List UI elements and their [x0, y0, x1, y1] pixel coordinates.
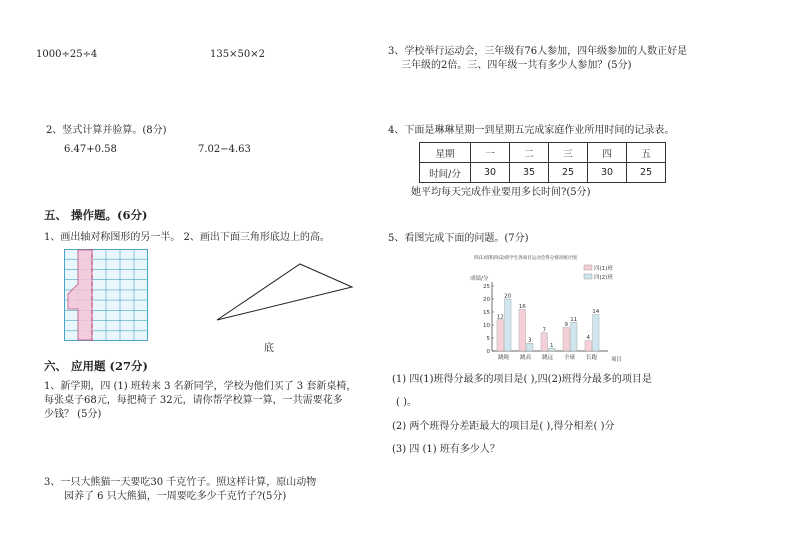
table-cell: 35: [510, 163, 549, 183]
table-cell: 时间/分: [420, 163, 471, 183]
s6-q3-line2: 园养了 6 只大熊猫，一周要吃多少千克竹子?(5分): [64, 491, 287, 502]
bar: [497, 320, 504, 351]
table-cell: 30: [588, 163, 627, 183]
r-q3-line1: 3、学校举行运动会，三年级有76人参加，四年级参加的人数正好是: [388, 46, 688, 57]
category-label: 跳绳: [497, 355, 510, 361]
bar: [585, 341, 592, 351]
bar-value-label: 1: [550, 342, 554, 349]
bar-value-label: 16: [518, 303, 526, 310]
table-row: [420, 163, 666, 183]
triangle-figure: [210, 262, 360, 328]
legend-label: 四(2)班: [594, 275, 613, 281]
table-cell: 四: [588, 143, 627, 163]
category-label: 跳远: [541, 355, 554, 361]
category-label: 跳高: [519, 355, 532, 361]
section6-title: 六、 应用题 (27分): [44, 359, 148, 373]
table-cell: 五: [627, 143, 666, 163]
table-cell: 30: [471, 163, 510, 183]
table-cell: 二: [510, 143, 549, 163]
chart-title: 四(1)班和四(2)班学生各项目运动会得分情况统计图: [474, 256, 577, 261]
s6-q1-line3: 少钱？ (5分): [44, 409, 102, 420]
section5-instruction: 1、画出轴对称图形的另一半。 2、画出下面三角形底边上的高。: [44, 232, 330, 243]
chart-legend: [584, 264, 613, 281]
y-tick-label: 0: [486, 349, 490, 355]
s6-q1-line1: 1、新学期，四 (1) 班转来 3 名新同学，学校为他们买了 3 套新桌椅，: [44, 381, 357, 392]
legend-swatch: [584, 265, 592, 270]
bar-value-label: 9: [564, 322, 568, 329]
bar: [505, 299, 512, 351]
s6-q3-line1: 3、一只大熊猫一天要吃30 千克竹子。照这样计算，原山动物: [44, 477, 317, 488]
calc-item-2: 135×50×2: [210, 49, 265, 60]
category-label: 长跑: [585, 355, 598, 361]
chart-bars: [497, 294, 600, 352]
bar-value-label: 3: [528, 337, 532, 344]
q5-sub3: (3) 四 (1) 班有多少人？: [392, 444, 500, 455]
q4-title: 4、下面是琳琳星期一到星期五完成家庭作业所用时间的记录表。: [388, 125, 675, 136]
triangle-base-label: 底: [264, 343, 274, 354]
bar-value-label: 11: [570, 316, 578, 323]
chart-ylabel: 成绩/分: [470, 276, 489, 282]
y-tick-label: 5: [486, 336, 490, 342]
table-cell: 星期: [420, 143, 471, 163]
bar: [563, 328, 570, 351]
q5-sub1-line1: (1) 四(1)班得分最多的项目是( ),四(2)班得分最多的项目是: [392, 374, 652, 385]
table-cell: 25: [627, 163, 666, 183]
table-cell: 一: [471, 143, 510, 163]
bar: [593, 315, 600, 351]
bar-value-label: 14: [592, 309, 600, 316]
symmetry-grid: [64, 249, 148, 341]
bar-value-label: 12: [496, 314, 504, 321]
bar: [571, 322, 578, 351]
chart-xlabel: 项目: [611, 357, 623, 363]
homework-time-table: [419, 142, 666, 183]
bar: [527, 343, 534, 351]
y-tick-label: 25: [483, 284, 490, 290]
q2-title: 2、竖式计算并验算。(8分): [46, 125, 167, 136]
q2-item-1: 6.47+0.58: [64, 144, 117, 155]
category-label: 全球: [563, 355, 576, 361]
y-tick-label: 15: [483, 310, 490, 316]
q4-question: 她平均每天完成作业要用多长时间?(5分): [411, 187, 591, 198]
y-tick-label: 20: [483, 297, 490, 303]
q5-sub2: (2) 两个班得分差距最大的项目是( ),得分相差( )分: [392, 421, 615, 432]
q2-item-2: 7.02−4.63: [198, 144, 251, 155]
y-tick-label: 10: [483, 323, 490, 329]
legend-swatch: [584, 274, 592, 279]
r-q3-line2: 三年级的2倍。三、四年级一共有多少人参加？(5分): [401, 60, 632, 71]
bar: [519, 309, 526, 351]
bar-value-label: 7: [542, 327, 546, 334]
table-cell: 三: [549, 143, 588, 163]
bar-value-label: 4: [586, 335, 590, 342]
legend-label: 四(1)班: [594, 266, 613, 272]
table-row: [420, 143, 666, 163]
bar-value-label: 20: [504, 293, 512, 300]
triangle: [217, 264, 352, 320]
calc-item-1: 1000÷25÷4: [36, 49, 98, 60]
section5-title: 五、 操作题。(6分): [44, 208, 148, 222]
table-cell: 25: [549, 163, 588, 183]
score-bar-chart: [466, 250, 636, 366]
bar: [541, 333, 548, 351]
q5-title: 5、看图完成下面的问题。(7分): [388, 233, 529, 244]
q5-sub1-line2: ( )。: [396, 397, 417, 408]
s6-q1-line2: 每张桌子68元，每把椅子 32元，请你帮学校算一算，一共需要花多: [44, 395, 343, 406]
